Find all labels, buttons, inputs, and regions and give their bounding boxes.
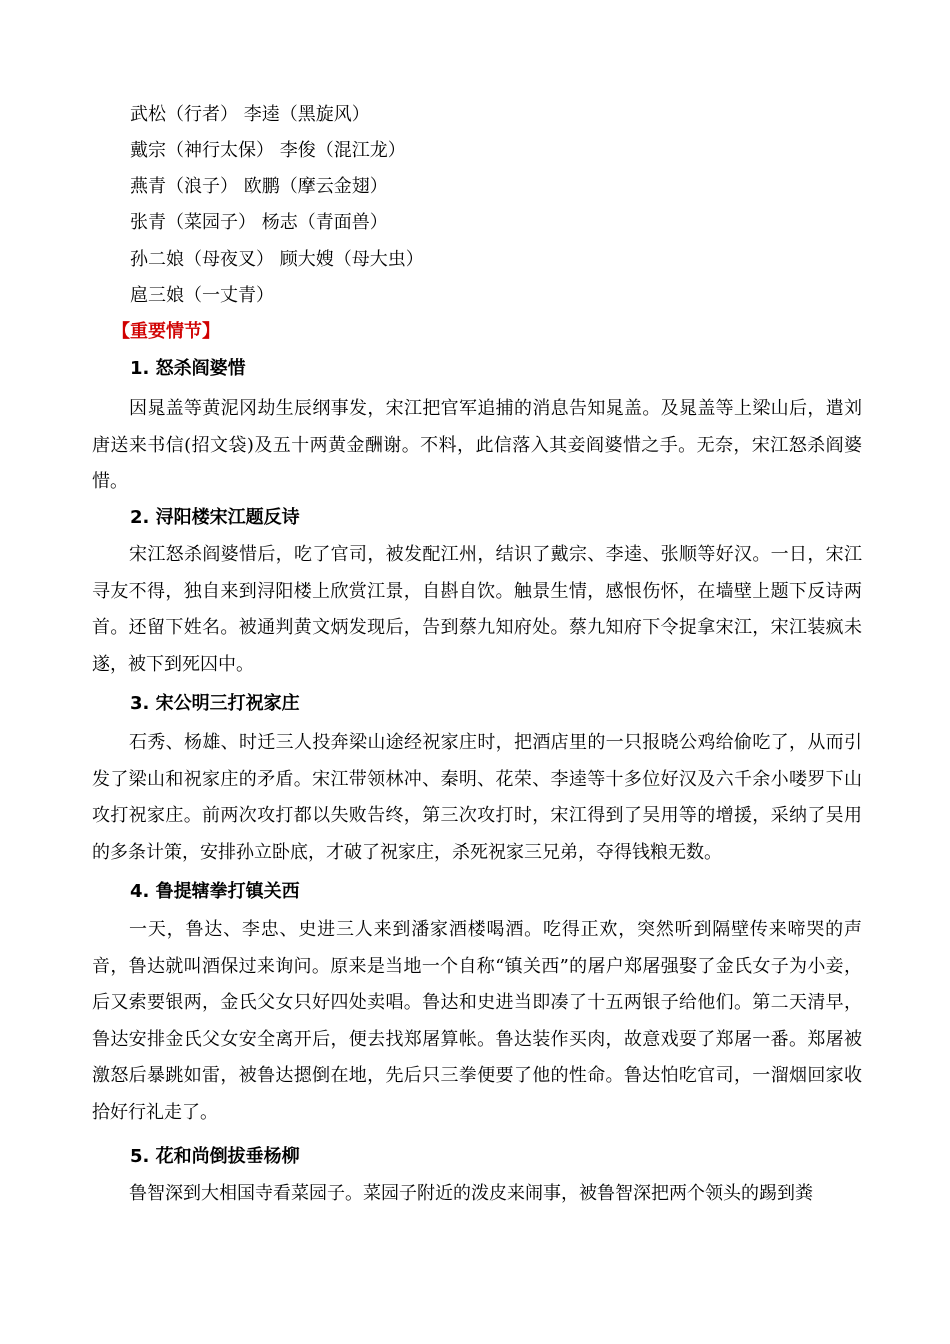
character-line: 戴宗（神行太保） 李俊（混江龙） (130, 140, 406, 161)
section-title: 【重要情节】 (112, 321, 220, 342)
plot-heading: 1. 怒杀阎婆惜 (130, 358, 246, 379)
character-line: 武松（行者） 李逵（黑旋风） (130, 104, 370, 125)
plot-heading: 5. 花和尚倒拔垂杨柳 (130, 1146, 300, 1167)
character-line: 扈三娘（一丈青） (130, 285, 274, 306)
character-line: 张青（菜园子） 杨志（青面兽） (130, 212, 388, 233)
plot-heading: 3. 宋公明三打祝家庄 (130, 693, 300, 714)
plot-paragraph: 石秀、杨雄、时迁三人投奔梁山途经祝家庄时，把酒店里的一只报晓公鸡给偷吃了，从而引发了梁山和祝家庄的矛盾。宋江带领林冲、秦明、花荣、李逵等十多位好汉及六千余小喽罗下山攻打祝家庄。前两次攻打都以失败告终，第三次攻打时，宋江得到了吴用等的增援，采纳了吴用的多条计策，安排孙立卧底，才破了祝家庄，杀死祝家三兄弟，夺得钱粮无数。 (92, 732, 862, 863)
plot-paragraph: 宋江怒杀阎婆惜后，吃了官司，被发配江州，结识了戴宗、李逵、张顺等好汉。一日，宋江寻友不得，独自来到浔阳楼上欣赏江景，自斟自饮。触景生情，感恨伤怀，在墙壁上题下反诗两首。还留下姓名。被通判黄文炳发现后，告到蔡九知府处。蔡九知府下令捉拿宋江，宋江装疯未遂，被下到死囚中。 (92, 544, 862, 675)
plot-heading: 2. 浔阳楼宋江题反诗 (130, 507, 300, 528)
plot-paragraph: 因晁盖等黄泥冈劫生辰纲事发，宋江把官军追捕的消息告知晁盖。及晁盖等上梁山后，遣刘唐送来书信(招文袋)及五十两黄金酬谢。不料，此信落入其妾阎婆惜之手。无奈，宋江怒杀阎婆惜。 (92, 398, 862, 492)
character-line: 燕青（浪子） 欧鹏（摩云金翅） (130, 176, 388, 197)
plot-heading: 4. 鲁提辖拳打镇关西 (130, 881, 300, 902)
plot-paragraph: 鲁智深到大相国寺看菜园子。菜园子附近的泼皮来闹事，被鲁智深把两个领头的踢到粪 (129, 1183, 813, 1204)
plot-paragraph: 一天，鲁达、李忠、史进三人来到潘家酒楼喝酒。吃得正欢，突然听到隔壁传来啼哭的声音，鲁达就叫酒保过来询问。原来是当地一个自称“镇关西”的屠户郑屠强娶了金氏女子为小妾，后又索要银两，金氏父女只好四处卖唱。鲁达和史进当即凑了十五两银子给他们。第二天清早，鲁达安排金氏父女安全离开后，便去找郑屠算帐。鲁达装作买肉，故意戏耍了郑屠一番。郑屠被激怒后暴跳如雷，被鲁达摁倒在地，先后只三拳便要了他的性命。鲁达怕吃官司，一溜烟回家收拾好行礼走了。 (92, 919, 862, 1123)
character-line: 孙二娘（母夜叉） 顾大嫂（母大虫） (130, 249, 424, 270)
